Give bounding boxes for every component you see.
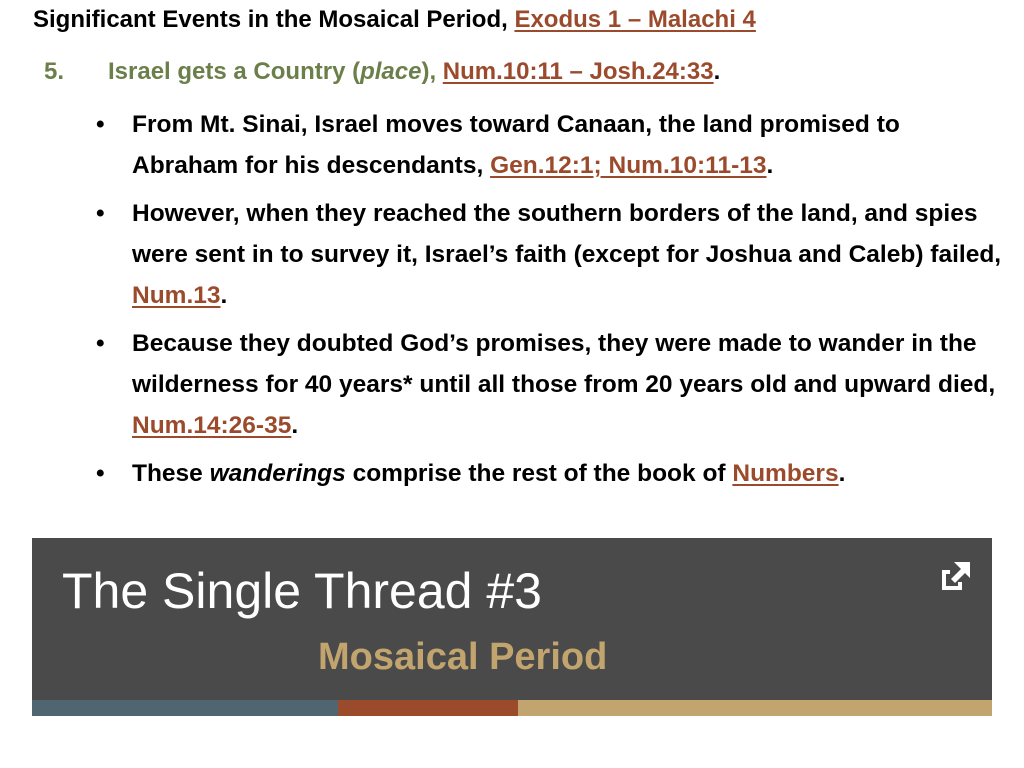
bullet-text: From Mt. Sinai, Israel moves toward Canaan, the land promised to Abraham for his descendants, bbox=[132, 111, 900, 179]
bullet-reference-link[interactable]: Num.14:26-35 bbox=[132, 412, 292, 439]
bullet-end: . bbox=[291, 412, 299, 439]
bullet-reference-link[interactable]: Numbers bbox=[732, 460, 839, 487]
accent-bar-tan bbox=[518, 700, 992, 716]
bullet-list bbox=[96, 104, 1006, 501]
point-number: 5. bbox=[44, 58, 65, 85]
bullet-marker: • bbox=[96, 460, 105, 487]
arrow-up-right-icon[interactable] bbox=[934, 556, 974, 596]
bullet-italic: wanderings bbox=[209, 460, 346, 487]
accent-bar-blue bbox=[32, 700, 338, 716]
point-end: . bbox=[713, 58, 721, 85]
point-reference-link[interactable]: Num.10:11 – Josh.24:33 bbox=[442, 58, 714, 85]
point-text-after: ), bbox=[421, 58, 443, 85]
banner-title: The Single Thread #3 bbox=[62, 563, 542, 619]
numbered-point bbox=[44, 58, 720, 86]
bullet-end: . bbox=[766, 152, 774, 179]
bullet-marker: • bbox=[96, 330, 105, 357]
bullet-item bbox=[96, 193, 1006, 316]
point-text-before: Israel gets a Country ( bbox=[108, 58, 361, 85]
slide-heading bbox=[33, 6, 756, 34]
bullet-reference-link[interactable]: Gen.12:1; Num.10:11-13 bbox=[490, 152, 767, 179]
title-banner bbox=[32, 538, 992, 700]
bullet-marker: • bbox=[96, 111, 105, 138]
bullet-marker: • bbox=[96, 200, 105, 227]
bullet-text-after: comprise the rest of the book of bbox=[345, 460, 733, 487]
bullet-reference-link[interactable]: Num.13 bbox=[132, 282, 221, 309]
heading-reference-link[interactable]: Exodus 1 – Malachi 4 bbox=[514, 6, 756, 33]
bullet-item bbox=[96, 453, 1006, 494]
bullet-end: . bbox=[220, 282, 228, 309]
banner-subtitle: Mosaical Period bbox=[318, 636, 608, 678]
point-italic: place bbox=[360, 58, 422, 85]
bullet-text-before: These bbox=[132, 460, 210, 487]
bullet-end: . bbox=[838, 460, 846, 487]
bullet-item bbox=[96, 323, 1006, 446]
bullet-text: However, when they reached the southern borders of the land, and spies were sent in to survey it, Israel’s faith (except for Joshua and Caleb) failed, bbox=[132, 200, 1002, 268]
accent-bar-rust bbox=[338, 700, 518, 716]
bullet-text: Because they doubted God’s promises, they were made to wander in the wilderness for 40 years* until all those from 20 years old and upward died, bbox=[132, 330, 996, 398]
heading-text: Significant Events in the Mosaical Period, bbox=[33, 6, 515, 33]
bullet-item bbox=[96, 104, 1006, 186]
